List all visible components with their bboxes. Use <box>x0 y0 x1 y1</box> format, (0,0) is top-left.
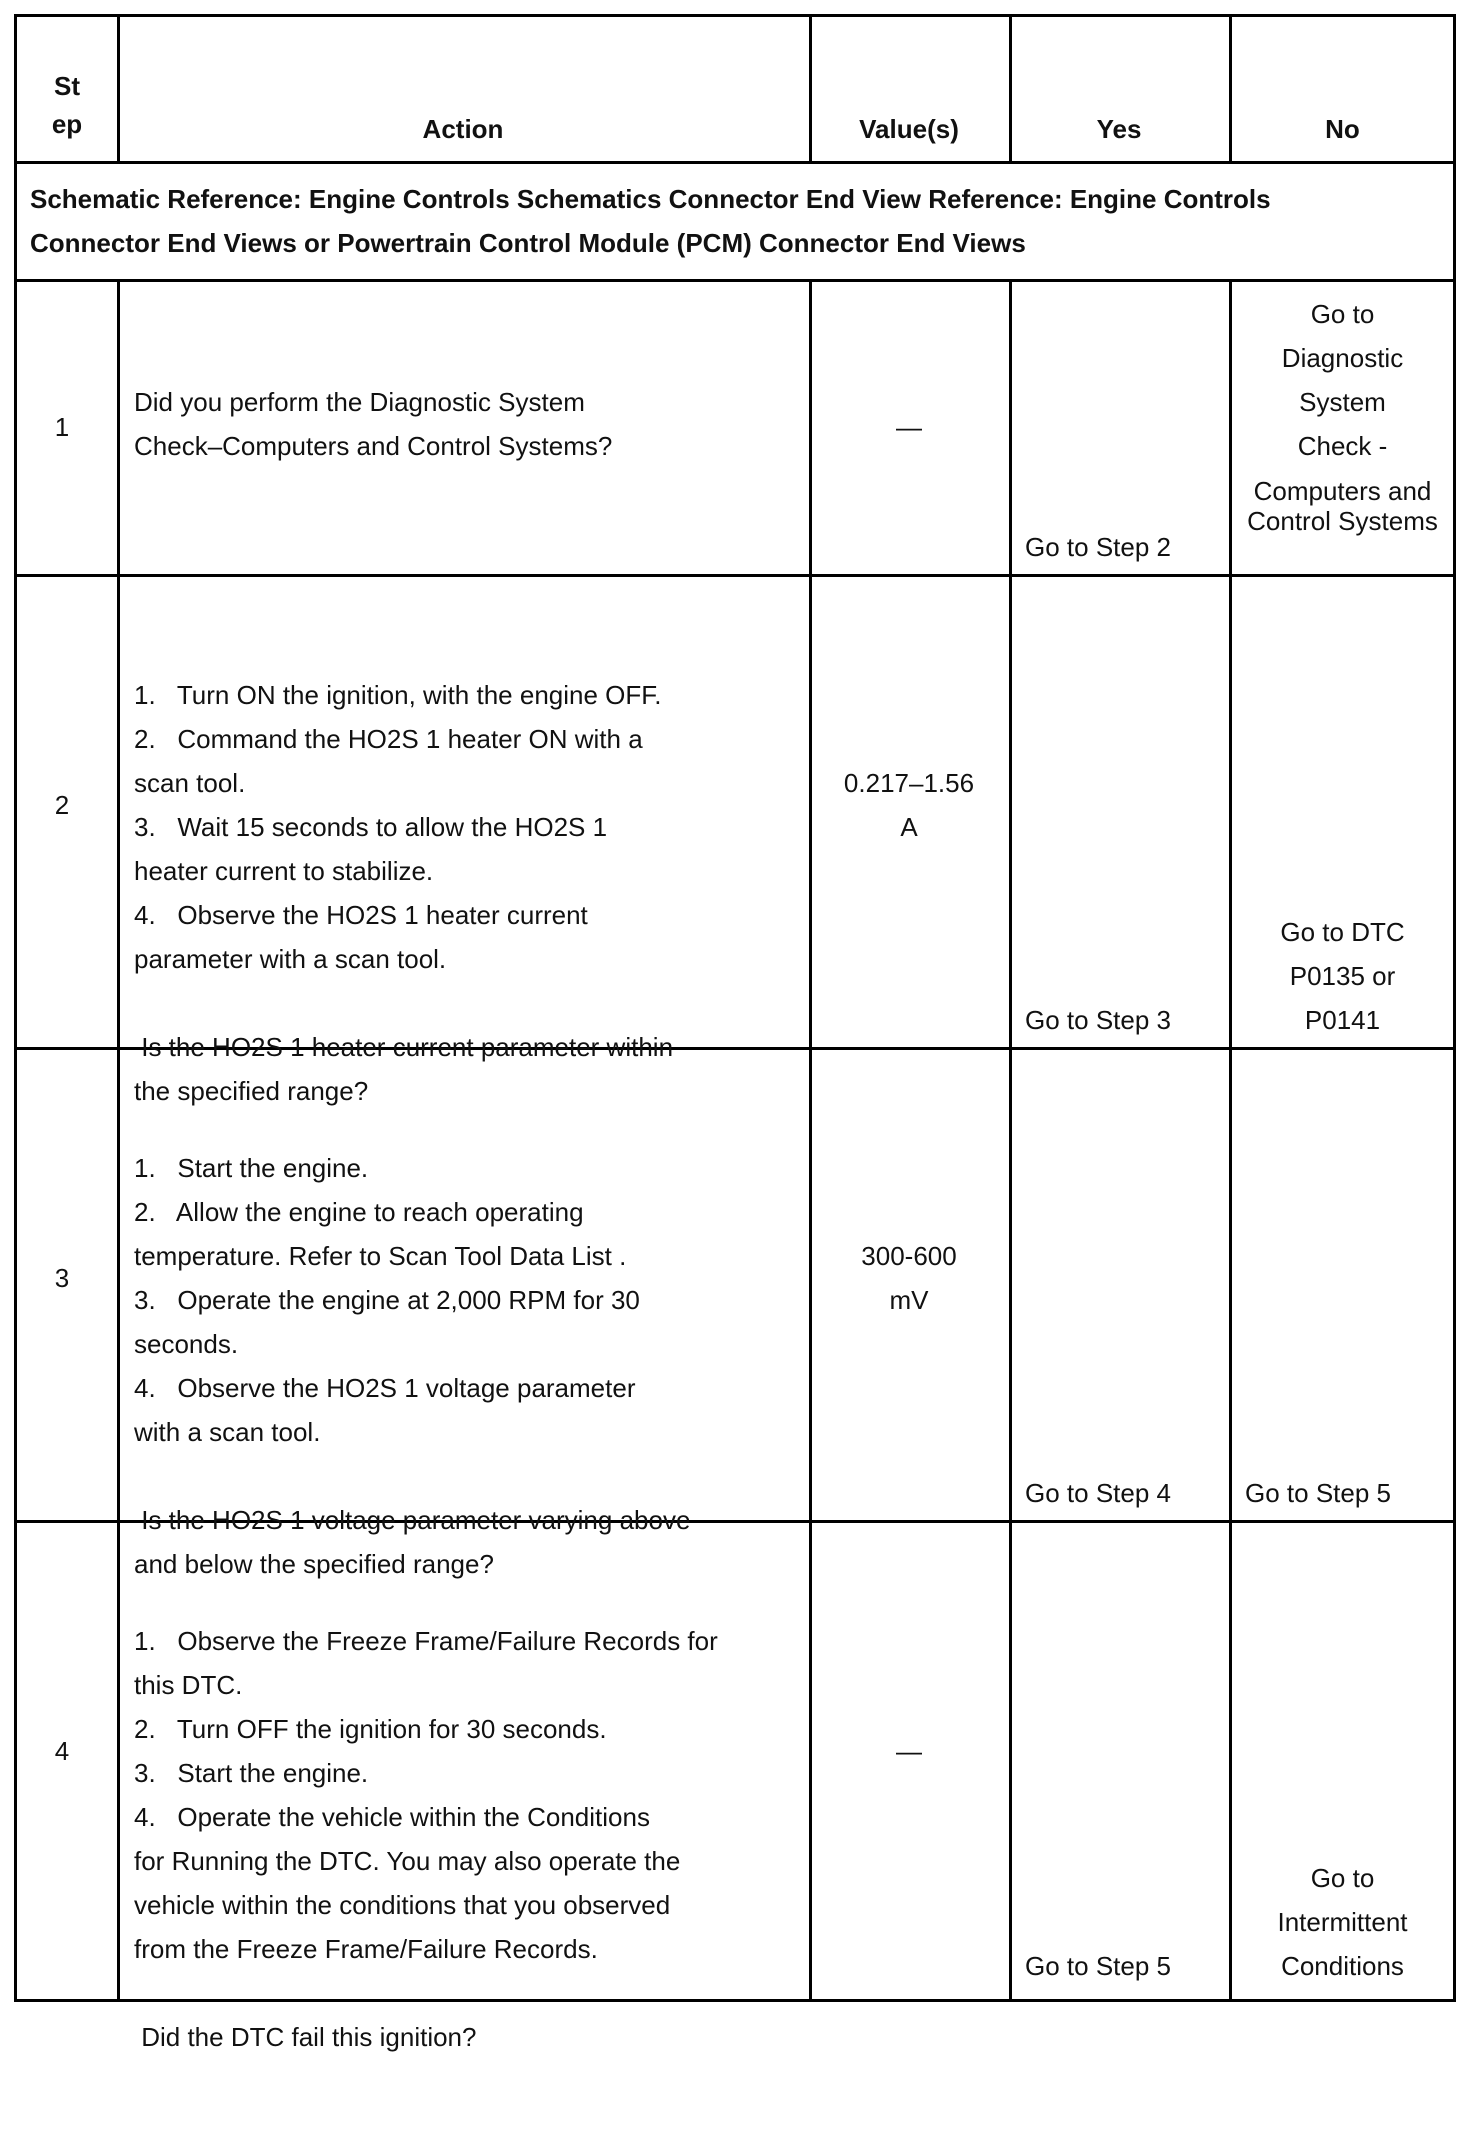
yes-action: Go to Step 4 <box>1025 1478 1171 1508</box>
action-text: 1. Start the engine. 2. Allow the engine to reach operating temperature. Refer to Scan Tool Data List . 3. Operate the engine at 2,000 RPM for 30 seconds. 4. Observe the HO2S 1 voltage parameter with a scan tool. Is the HO2S 1 voltage parameter varying above and below the specified range? <box>134 1153 691 1579</box>
no-action: Go to Intermittent Conditions <box>1277 1863 1408 1981</box>
value-text: — <box>896 412 922 442</box>
value-text: — <box>896 1736 922 1766</box>
diagnostic-table <box>14 14 1456 2052</box>
row-divider <box>17 161 1453 164</box>
schematic-reference-line-2: Connector End Views or Powertrain Control Module (PCM) Connector End Views <box>30 228 1026 258</box>
yes-action: Go to Step 3 <box>1025 1005 1171 1035</box>
no-action: Go to DTC P0135 or P0141 <box>1280 917 1405 1035</box>
action-text: 1. Observe the Freeze Frame/Failure Records for this DTC. 2. Turn OFF the ignition for 30 seconds. 3. Start the engine. 4. Operate the vehicle within the Conditions for Running the DTC. You may also operate the vehicle within the conditions that you observed from the Freeze Frame/Failure Records. Did the DTC fail this ignition? <box>134 1626 718 2052</box>
header-step: St ep <box>51 71 83 139</box>
step-number: 2 <box>54 790 70 820</box>
column-divider <box>1229 279 1232 1999</box>
value-text: 0.217–1.56 A <box>843 768 975 842</box>
header-values: Value(s) <box>859 114 959 144</box>
header-yes: Yes <box>1096 114 1142 144</box>
column-divider <box>1009 279 1012 1999</box>
action-text: Did you perform the Diagnostic System Check–Computers and Control Systems? <box>134 387 613 461</box>
header-action: Action <box>422 114 504 144</box>
no-action: Go to Diagnostic System Check - Computers and Control Systems <box>1247 299 1438 536</box>
row-divider <box>17 279 1453 282</box>
row-divider <box>17 574 1453 577</box>
step-number: 4 <box>54 1736 70 1766</box>
column-divider <box>117 279 120 1999</box>
yes-action: Go to Step 2 <box>1025 532 1171 562</box>
no-action: Go to Step 5 <box>1245 1478 1391 1508</box>
value-text: 300-600 mV <box>861 1241 957 1315</box>
yes-action: Go to Step 5 <box>1025 1951 1171 1981</box>
schematic-reference-line-1: Schematic Reference: Engine Controls Schematics Connector End View Reference: Engine Controls <box>30 184 1271 214</box>
step-number: 3 <box>54 1263 70 1293</box>
action-text: 1. Turn ON the ignition, with the engine OFF. 2. Command the HO2S 1 heater ON with a scan tool. 3. Wait 15 seconds to allow the HO2S 1 heater current to stabilize. 4. Observe the HO2S 1 heater current parameter with a scan tool. Is the HO2S 1 heater current parameter within the specified range? <box>134 680 674 1106</box>
header-no: No <box>1325 114 1360 144</box>
step-number: 1 <box>54 412 70 442</box>
